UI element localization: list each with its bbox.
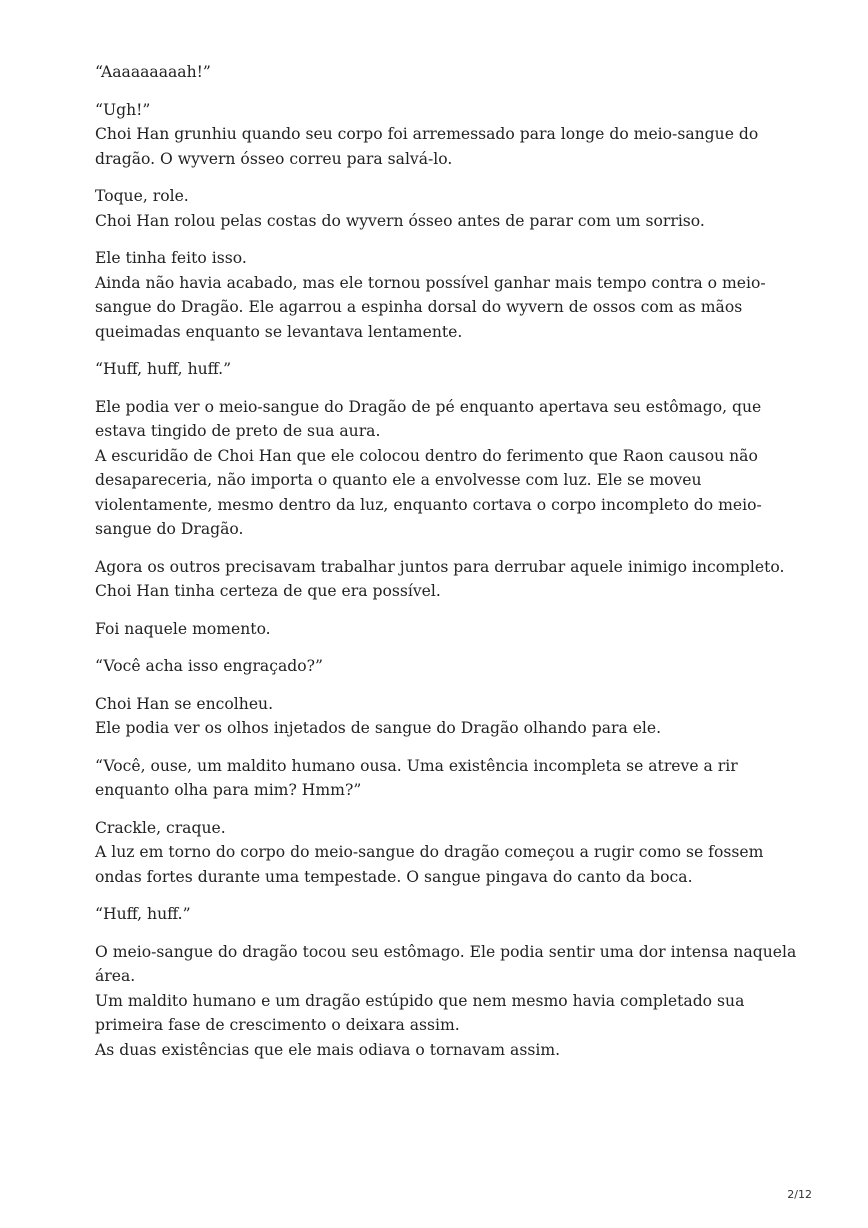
text-line: área. xyxy=(95,967,136,985)
text-line: Um maldito humano e um dragão estúpido que nem mesmo havia completado sua xyxy=(95,991,745,1010)
paragraph xyxy=(95,357,785,382)
text-line: enquanto olha para mim? Hmm?” xyxy=(95,781,362,799)
paragraph xyxy=(95,98,785,172)
text-line: sangue do Dragão. xyxy=(95,520,244,538)
text-line: “Huff, huff, huff.” xyxy=(95,360,232,378)
paragraph xyxy=(95,184,785,233)
paragraph xyxy=(95,555,785,604)
text-line: estava tingido de preto de sua aura. xyxy=(95,422,381,440)
page-number: 2/12 xyxy=(787,1188,812,1201)
text-line: dragão. O wyvern ósseo correu para salvá-lo. xyxy=(95,149,453,168)
paragraph xyxy=(95,395,785,542)
paragraph xyxy=(95,816,785,890)
text-line: O meio-sangue do dragão tocou seu estômago. Ele podia sentir uma dor intensa naquela xyxy=(95,942,797,961)
paragraph xyxy=(95,902,785,927)
paragraph xyxy=(95,754,785,803)
text-line: primeira fase de crescimento o deixara assim. xyxy=(95,1016,460,1034)
text-line: desapareceria, não importa o quanto ele a envolvesse com luz. Ele se moveu xyxy=(95,471,702,489)
text-line: Choi Han grunhiu quando seu corpo foi arremessado para longe do meio-sangue do xyxy=(95,125,759,143)
text-line: violentamente, mesmo dentro da luz, enquanto cortava o corpo incompleto do meio- xyxy=(95,495,762,514)
text-line: Foi naquele momento. xyxy=(95,619,271,638)
paragraph xyxy=(95,60,785,85)
paragraph xyxy=(95,654,785,679)
text-line: sangue do Dragão. Ele agarrou a espinha dorsal do wyvern de ossos com as mãos xyxy=(95,298,743,316)
text-line: Ele podia ver os olhos injetados de sangue do Dragão olhando para ele. xyxy=(95,719,662,737)
text-line: Choi Han tinha certeza de que era possível. xyxy=(95,582,441,600)
text-line: “Ugh!” xyxy=(95,100,151,119)
text-line: “Huff, huff.” xyxy=(95,905,191,923)
text-line: Crackle, craque. xyxy=(95,818,226,837)
text-line: Agora os outros precisavam trabalhar juntos para derrubar aquele inimigo incompleto. xyxy=(95,557,785,576)
text-line: Choi Han se encolheu. xyxy=(95,694,274,713)
text-line: ondas fortes durante uma tempestade. O sangue pingava do canto da boca. xyxy=(95,867,693,886)
text-line: “Você acha isso engraçado?” xyxy=(95,657,323,675)
text-line: A escuridão de Choi Han que ele colocou dentro do ferimento que Raon causou não xyxy=(95,446,758,465)
paragraph xyxy=(95,940,797,1063)
text-line: As duas existências que ele mais odiava o tornavam assim. xyxy=(95,1040,561,1059)
text-line: Toque, role. xyxy=(95,187,189,205)
text-line: “Você, ouse, um maldito humano ousa. Uma existência incompleta se atreve a rir xyxy=(95,756,738,775)
paragraph xyxy=(95,617,785,642)
text-line: A luz em torno do corpo do meio-sangue do dragão começou a rugir como se fossem xyxy=(95,843,764,861)
text-line: Choi Han rolou pelas costas do wyvern ósseo antes de parar com um sorriso. xyxy=(95,211,705,230)
paragraph xyxy=(95,692,785,741)
text-line: Ele podia ver o meio-sangue do Dragão de pé enquanto apertava seu estômago, que xyxy=(95,397,762,416)
document-body xyxy=(95,60,797,1075)
paragraph xyxy=(95,246,785,344)
text-line: queimadas enquanto se levantava lentamente. xyxy=(95,322,463,341)
text-line: “Aaaaaaaaah!” xyxy=(95,63,211,81)
text-line: Ainda não havia acabado, mas ele tornou possível ganhar mais tempo contra o meio- xyxy=(95,273,766,292)
text-line: Ele tinha feito isso. xyxy=(95,249,247,267)
